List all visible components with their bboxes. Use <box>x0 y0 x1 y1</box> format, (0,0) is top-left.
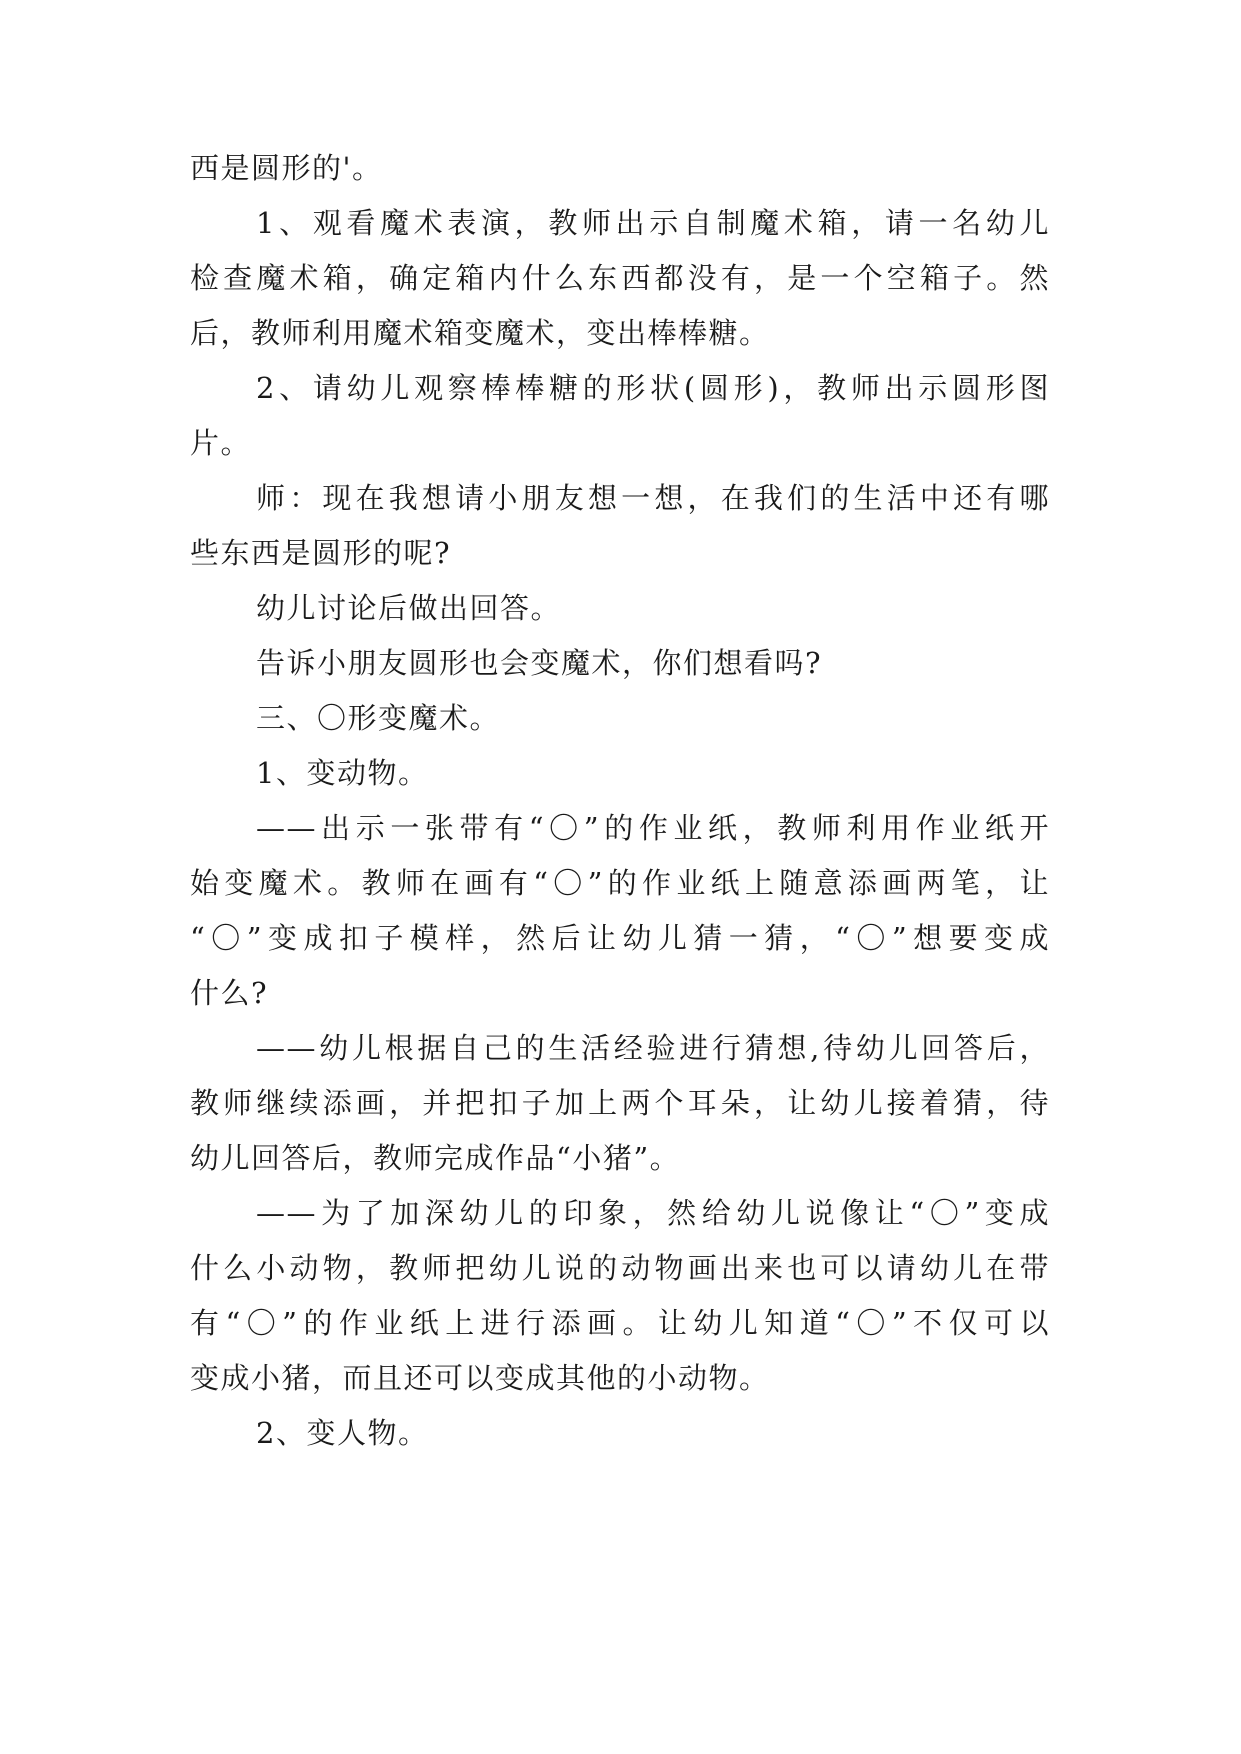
text-line: 后，教师利用魔术箱变魔术，变出棒棒糖。 <box>190 316 770 350</box>
text-line: 始变魔术。教师在画有“〇”的作业纸上随意添画两笔，让 <box>190 866 1050 900</box>
subsection-heading: 1、变动物。 <box>256 756 429 790</box>
text-line: 告诉小朋友圆形也会变魔术，你们想看吗? <box>256 646 823 680</box>
text-line: 1、观看魔术表演，教师出示自制魔术箱，请一名幼儿 <box>256 206 1050 240</box>
text-line: ——幼儿根据自己的生活经验进行猜想,待幼儿回答后， <box>256 1031 1050 1065</box>
text-line: 幼儿回答后，教师完成作品“小猪”。 <box>190 1141 681 1175</box>
text-line: 有“〇”的作业纸上进行添画。让幼儿知道“〇”不仅可以 <box>190 1306 1050 1340</box>
text-line: ——为了加深幼儿的印象，然给幼儿说像让“〇”变成 <box>256 1196 1050 1230</box>
text-line: 教师继续添画，并把扣子加上两个耳朵，让幼儿接着猜，待 <box>190 1086 1050 1120</box>
text-line: 西是圆形的'。 <box>190 151 383 185</box>
text-line: 什么小动物，教师把幼儿说的动物画出来也可以请幼儿在带 <box>190 1251 1050 1285</box>
section-heading: 三、〇形变魔术。 <box>256 701 501 735</box>
text-line: “〇”变成扣子模样，然后让幼儿猜一猜，“〇”想要变成 <box>190 921 1050 955</box>
text-line: 片。 <box>190 426 252 460</box>
subsection-heading: 2、变人物。 <box>256 1416 429 1450</box>
text-line: 检查魔术箱，确定箱内什么东西都没有，是一个空箱子。然 <box>190 261 1050 295</box>
text-line: 变成小猪，而且还可以变成其他的小动物。 <box>190 1361 770 1395</box>
text-line: 幼儿讨论后做出回答。 <box>256 591 562 625</box>
text-line: ——出示一张带有“〇”的作业纸，教师利用作业纸开 <box>256 811 1050 845</box>
text-line: 些东西是圆形的呢? <box>190 536 452 570</box>
text-line: 什么? <box>190 976 269 1010</box>
text-line: 2、请幼儿观察棒棒糖的形状(圆形)，教师出示圆形图 <box>256 371 1050 405</box>
text-line: 师：现在我想请小朋友想一想，在我们的生活中还有哪 <box>256 481 1050 515</box>
